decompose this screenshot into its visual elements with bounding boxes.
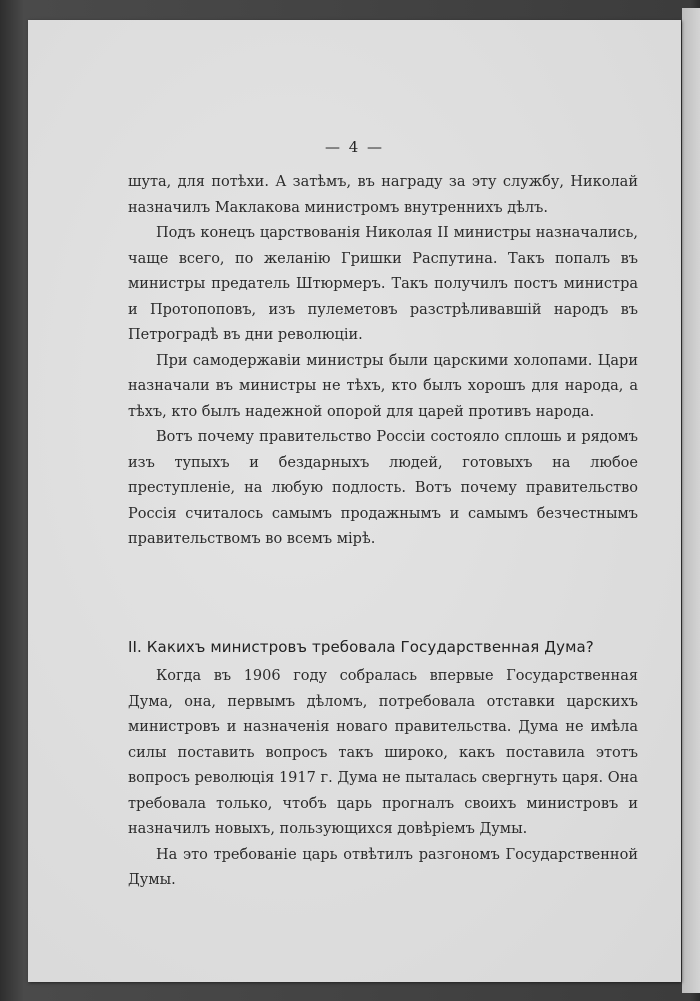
next-page-edge	[682, 8, 700, 993]
paragraph-rasputin: Подъ конецъ царствованія Николая II министры назначались, чаще всего, по желанію Гришки Распутина. Такъ попалъ въ министры предатель Штюрмеръ. Такъ получилъ постъ министра и Протопоповъ, изъ пулеметовъ разстрѣливавшій народъ въ Петроградѣ въ дни революціи.	[128, 225, 638, 343]
paragraph-duma-1906: Когда въ 1906 году собралась впервые Государственная Дума, она, первымъ дѣломъ, потребовала отставки царскихъ министровъ и назначенія новаго правительства. Дума не имѣла силы поставить вопросъ такъ широко, какъ поставила этотъ вопросъ революція 1917 г. Дума не пыталась свергнуть царя. Она требовала только, чтобъ царь прогналъ своихъ министровъ и назначилъ новыхъ, пользующихся довѣріемъ Думы.	[128, 668, 638, 837]
paragraph-autocracy: При самодержавіи министры были царскими холопами. Цари назначали въ министры не тѣхъ, кто былъ хорошъ для народа, а тѣхъ, кто былъ надежной опорой для царей противъ народа.	[128, 352, 638, 420]
paragraph-continuation: шута, для потѣхи. А затѣмъ, въ награду за эту службу, Николай назначилъ Маклакова министромъ внутреннихъ дѣлъ.	[128, 174, 638, 216]
paragraph-government: Вотъ почему правительство Россіи состояло сплошь и рядомъ изъ тупыхъ и бездарныхъ людей, готовыхъ на любое преступленіе, на любую подлость. Вотъ почему правительство Россія считалось самымъ продажнымъ и самымъ безчестнымъ правительствомъ во всемъ мірѣ.	[128, 429, 638, 547]
text-block-1	[128, 170, 638, 553]
document-page	[28, 20, 681, 982]
section-heading: II. Какихъ министровъ требовала Государственная Дума?	[128, 638, 594, 656]
paragraph-duma-dispersal: На это требованіе царь отвѣтилъ разгономъ Государственной Думы.	[128, 846, 638, 888]
page-number: — 4 —	[324, 138, 385, 156]
text-block-2	[128, 664, 638, 894]
